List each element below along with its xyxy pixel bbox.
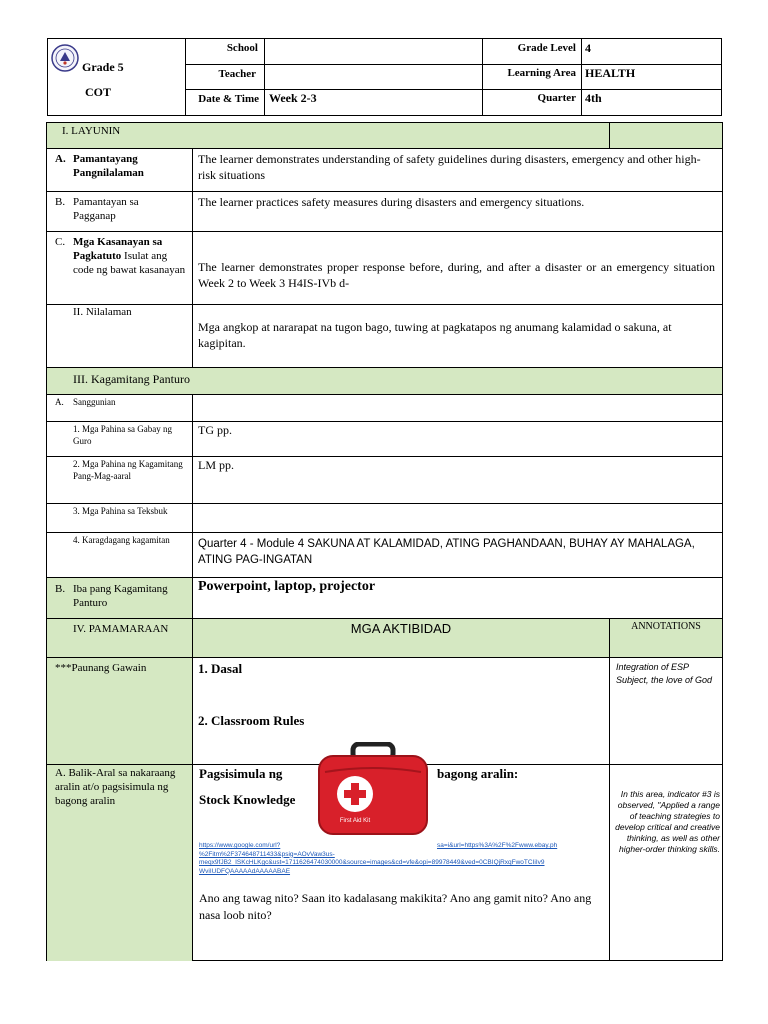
teksbuk-label: 3. Mga Pahina sa Teksbuk [73, 506, 168, 516]
row-teksbuk [47, 503, 722, 532]
gabay-label: 1. Mga Pahina sa Gabay ng Guro [73, 424, 172, 446]
date-value: Week 2-3 [269, 91, 317, 105]
iba-pang-label: Iba pang Kagamitang Panturo [73, 583, 168, 609]
annotation-indicator: In this area, indicator #3 is observed, "Applied a range of teaching strategies to develop critical and creative thinking, as well as other higher-order thinking skills. [615, 789, 720, 854]
nilalaman-text: Mga angkop at nararapat na tugon bago, tuwing at pagkatapos ng anumang kalamidad o sakuna, at kagipitan. [198, 320, 672, 350]
question-text: Ano ang tawag nito? Saan ito kadalasang makikita? Ano ang gamit nito? Ano ang nasa loob nito? [199, 891, 592, 922]
grade-level-label: Grade Level [517, 42, 576, 54]
dasal-item: 1. Dasal [198, 661, 243, 676]
col-divider [609, 765, 610, 961]
teacher-label: Teacher [218, 68, 256, 80]
row-sanggunian [47, 394, 722, 421]
row-gabay-guro [47, 421, 722, 456]
paunang-label-cell [47, 658, 192, 764]
stock-knowledge: Stock Knowledge [199, 792, 296, 807]
header-row-divider [185, 89, 722, 90]
pamantayang-label: Pamantayang Pangnilalaman [73, 153, 144, 179]
col-divider [192, 149, 193, 192]
pagganap-text: The learner practices safety measures during disasters and emergency situations. [198, 195, 585, 209]
pagsisimula-text: Pagsisimula ng [199, 766, 283, 781]
pamamaraan-title: IV. PAMAMARAAN [73, 623, 169, 635]
karagdagang-label: 4. Karagdagang kagamitan [73, 535, 170, 545]
row-balik-aral [47, 764, 722, 960]
iba-pang-cell [193, 578, 722, 619]
link-line-4[interactable]: WviIUDFQAAAAAdAAAAABAE [199, 867, 291, 875]
first-aid-kit-image [315, 742, 431, 838]
header-row-divider [185, 64, 722, 65]
school-label: School [226, 42, 258, 54]
row-nilalaman [47, 304, 722, 367]
quarter-label: Quarter [537, 92, 576, 104]
area-value: HEALTH [585, 66, 636, 80]
pagganap-label: Pamantayan sa Pagganap [73, 196, 139, 222]
paunang-label: ***Paunang Gawain [55, 662, 147, 674]
row-kagamitang-mag-aaral [47, 456, 722, 503]
mag-aaral-label: 2. Mga Pahina ng Kagamitang Pang-Mag-aaral [73, 459, 183, 481]
pamantayang-text: The learner demonstrates understanding of safety guidelines during disasters, emergency and other high-risk situations [198, 152, 701, 182]
row-karagdagang-kagamitan [47, 532, 722, 577]
activities-header: MGA AKTIBIDAD [350, 621, 452, 636]
col-divider [192, 232, 193, 305]
kagamitan-title: III. Kagamitang Panturo [73, 372, 190, 386]
image-source-link[interactable] [199, 842, 609, 876]
row-pamantayang-nilalaman [47, 148, 722, 191]
layunin-header [47, 123, 722, 148]
link-line-3[interactable]: meqx9fJB2_ISKcHLKgc&ust=1711626474030000&source=images&cd=vfe&opi=89978449&ved=0CBIQjRxqFwoTCIiIv9 [199, 859, 545, 866]
link-line-2[interactable]: %2Fitm%2F374648711433&psig=AOvVaw3us- [199, 850, 335, 858]
layunin-title: I. LAYUNIN [62, 125, 121, 137]
balik-label: A. Balik-Aral sa nakaraang aralin at/o pagsisimula ng bagong aralin [55, 767, 176, 807]
iba-pang-value: Powerpoint, laptop, projector [198, 579, 376, 594]
gabay-value: TG pp. [198, 423, 232, 437]
header-table [47, 38, 722, 116]
row-letter: A. [55, 153, 66, 165]
bagong-aralin-text: bagong aralin: [437, 766, 519, 781]
annotation-esp: Integration of ESP Subject, the love of God [616, 662, 713, 685]
mag-aaral-value: LM pp. [198, 458, 234, 472]
row-kasanayan [47, 231, 722, 304]
row-pamantayan-pagganap [47, 191, 722, 231]
col-divider [609, 123, 610, 148]
first-aid-kit-label: First Aid Kit [339, 818, 371, 824]
grade-level-value: 4 [585, 41, 591, 55]
deped-seal-icon [50, 43, 80, 73]
kasanayan-label-rest: Isulat ang code ng bawat kasanayan [73, 250, 186, 276]
kasanayan-label [73, 235, 189, 277]
quarter-value: 4th [585, 91, 602, 105]
grade-title: Grade 5 [82, 60, 124, 74]
karagdagang-value: Quarter 4 - Module 4 SAKUNA AT KALAMIDAD, ATING PAGHANDAAN, BUHAY AY MAHALAGA, ATING PAG-INGATAN [198, 538, 695, 566]
col-divider [609, 658, 610, 765]
row-iba-pang-kagamitan [47, 577, 722, 618]
link-part-right[interactable]: sa=i&url=https%3A%2F%2Fwww.ebay.ph [437, 842, 558, 849]
sanggunian-label: Sanggunian [73, 397, 116, 407]
row-letter: A. [55, 397, 64, 407]
col-divider [192, 658, 193, 765]
annotations-header: ANNOTATIONS [631, 621, 701, 632]
pamamaraan-header [47, 618, 722, 657]
kasanayan-label-bold: Mga Kasanayan sa Pagkatuto [73, 236, 163, 262]
main-table [46, 122, 723, 961]
col-divider [192, 305, 193, 368]
nilalaman-title: II. Nilalaman [73, 306, 132, 318]
area-label: Learning Area [507, 67, 576, 79]
col-divider [192, 765, 193, 961]
col-divider [192, 192, 193, 232]
balik-label-cell [47, 765, 192, 961]
col-divider [192, 395, 193, 422]
kasanayan-text: The learner demonstrates proper response before, during, and after a disaster or an emergency situation Week 2 to Week 3 H4IS-IVb d- [198, 260, 715, 290]
kagamitan-header [47, 367, 722, 394]
date-label: Date & Time [198, 93, 259, 105]
col-divider [192, 422, 193, 457]
row-letter: B. [55, 583, 66, 595]
col-divider [192, 504, 193, 533]
cot-title: COT [85, 85, 112, 99]
col-divider [192, 533, 193, 578]
header-logo-cell [48, 39, 186, 115]
row-letter: B. [55, 196, 66, 208]
col-divider [192, 457, 193, 504]
row-letter: C. [55, 236, 66, 248]
link-part-left[interactable]: https://www.google.com/url? [199, 842, 281, 849]
rules-item: 2. Classroom Rules [198, 713, 305, 728]
